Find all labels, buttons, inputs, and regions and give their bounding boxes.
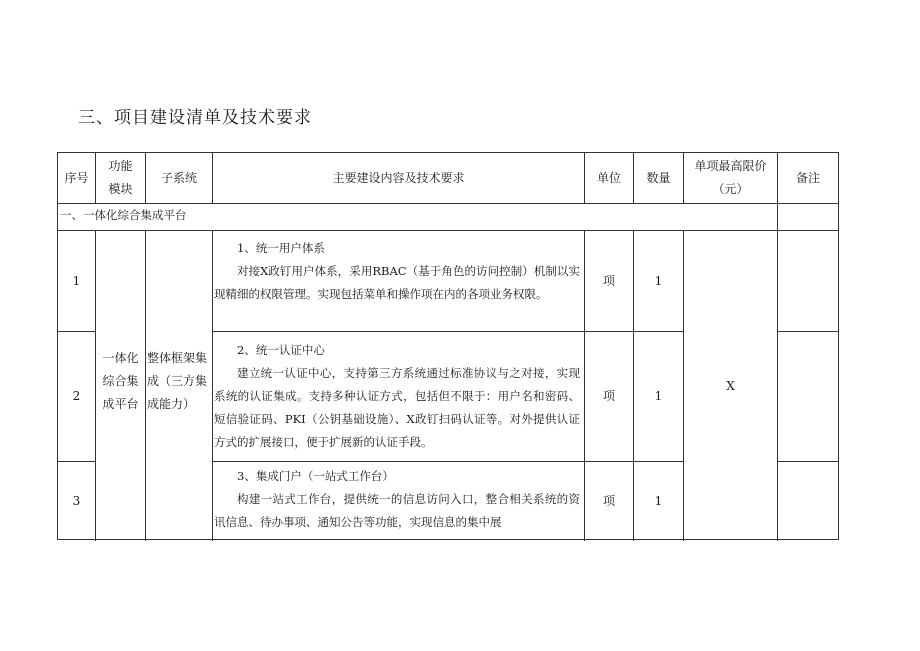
module-cell: 一体化 综合集 成平台 <box>102 350 139 411</box>
row2-seq: 2 <box>72 389 81 403</box>
section-title: 三、项目建设清单及技术要求 <box>78 108 312 128</box>
row2-qty: 1 <box>654 389 663 403</box>
header-module: 功能 模块 <box>108 159 133 196</box>
price-cell: X <box>726 378 735 393</box>
header-remark: 备注 <box>795 170 820 185</box>
header-content: 主要建设内容及技术要求 <box>332 170 465 185</box>
row1-unit: 项 <box>602 273 615 288</box>
row2-title: 2、统一认证中心 <box>237 343 325 357</box>
header-unit: 单位 <box>596 170 621 185</box>
row3-content: 构建一站式工作台，提供统一的信息访问入口，整合相关系统的资讯信息、待办事项、通知公告等功能，实现信息的集中展 <box>214 492 580 529</box>
row1-qty: 1 <box>654 273 663 288</box>
header-seq: 序号 <box>64 170 89 185</box>
row1-seq: 1 <box>72 273 81 288</box>
row1-bottom-rule-remark <box>777 331 838 332</box>
col-rule-price <box>777 153 778 541</box>
subsystem-cell: 整体框架集 成（三方集 成能力） <box>147 350 208 411</box>
row2-bottom-rule-remark <box>777 461 838 462</box>
row1-content: 对接X政钉用户体系，采用RBAC（基于角色的访问控制）机制以实现精细的权限管理。实现包括菜单和操作项在内的各项业务权限。 <box>214 264 580 301</box>
row2-content: 建立统一认证中心，支持第三方系统通过标准协议与之对接，实现系统的认证集成。支持多种认证方式，包括但不限于：用户名和密码、短信验证码、PKI（公钥基础设施）、X政钉扫码认证等。对外提供认证方式的扩展接口，便于扩展新的认证手段。 <box>214 366 580 449</box>
row3-qty: 1 <box>654 494 663 508</box>
category-title: 一、一体化综合集成平台 <box>60 208 187 222</box>
row3-unit: 项 <box>602 494 615 508</box>
requirements-table <box>57 152 839 540</box>
header-subsystem: 子系统 <box>160 170 197 185</box>
row3-seq: 3 <box>72 494 81 508</box>
row1-title: 1、统一用户体系 <box>237 241 325 255</box>
header-qty: 数量 <box>646 170 671 185</box>
row3-title: 3、集成门户（一站式工作台） <box>237 469 394 483</box>
header-price: 单项最高限价 （元） <box>694 159 767 196</box>
row2-unit: 项 <box>602 389 615 403</box>
